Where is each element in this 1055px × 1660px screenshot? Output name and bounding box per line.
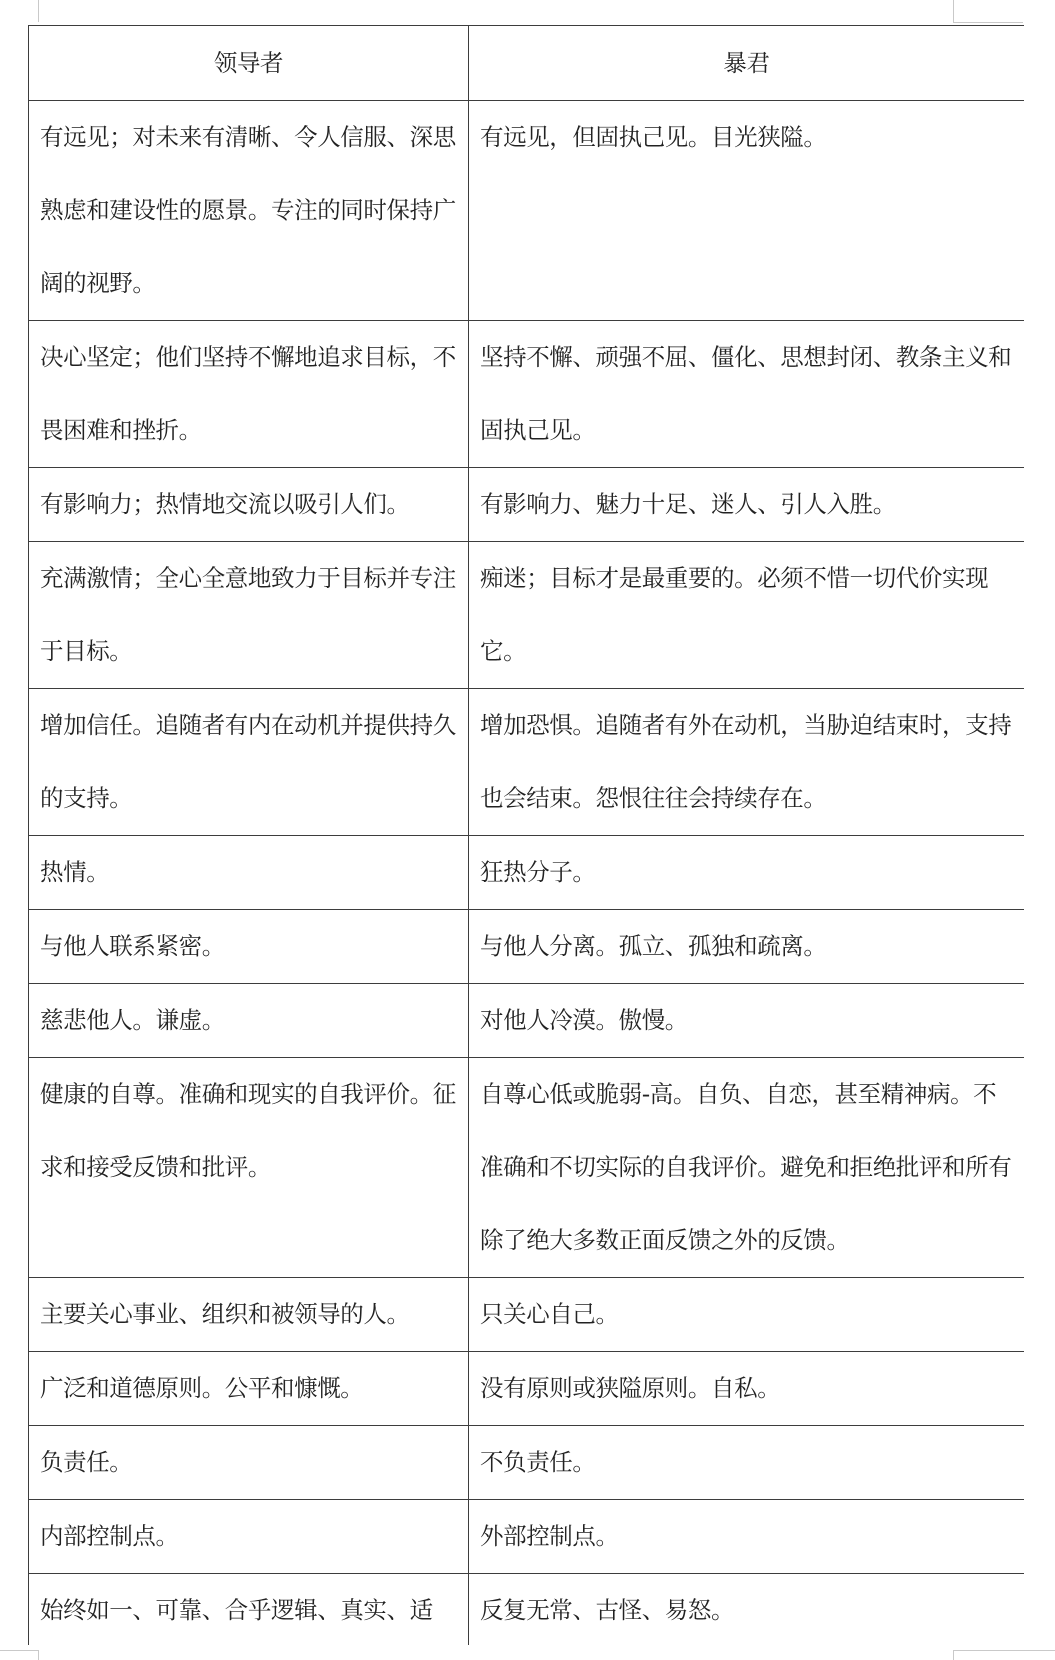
- leader-cell: 热情。: [29, 836, 469, 910]
- table-row: [29, 101, 1025, 321]
- leader-cell: 有影响力；热情地交流以吸引人们。: [29, 468, 469, 542]
- page-corner-mark-top-left-v: [38, 0, 39, 22]
- table-row: [29, 984, 1025, 1058]
- table-row: [29, 468, 1025, 542]
- table-row: [29, 321, 1025, 468]
- page-corner-mark-top-right-v: [953, 0, 954, 22]
- leader-cell: 负责任。: [29, 1426, 469, 1500]
- table-row: [29, 910, 1025, 984]
- leader-cell: 与他人联系紧密。: [29, 910, 469, 984]
- page-corner-mark-bottom-right-v: [953, 1650, 954, 1660]
- leader-cell: 始终如一、可靠、合乎逻辑、真实、适: [29, 1574, 469, 1646]
- tyrant-cell: 与他人分离。孤立、孤独和疏离。: [469, 910, 1025, 984]
- leader-cell: 主要关心事业、组织和被领导的人。: [29, 1278, 469, 1352]
- table-row: [29, 542, 1025, 689]
- tyrant-cell: 有远见，但固执己见。目光狭隘。: [469, 101, 1025, 321]
- leader-cell: 广泛和道德原则。公平和慷慨。: [29, 1352, 469, 1426]
- leader-cell: 健康的自尊。准确和现实的自我评价。征求和接受反馈和批评。: [29, 1058, 469, 1278]
- tyrant-cell: 增加恐惧。追随者有外在动机，当胁迫结束时，支持也会结束。怨恨往往会持续存在。: [469, 689, 1025, 836]
- tyrant-cell: 反复无常、古怪、易怒。: [469, 1574, 1025, 1646]
- table-row: [29, 689, 1025, 836]
- leader-cell: 充满激情；全心全意地致力于目标并专注于目标。: [29, 542, 469, 689]
- tyrant-cell: 对他人冷漠。傲慢。: [469, 984, 1025, 1058]
- page-corner-mark-top-right-h: [953, 22, 1023, 23]
- tyrant-cell: 狂热分子。: [469, 836, 1025, 910]
- leader-cell: 增加信任。追随者有内在动机并提供持久的支持。: [29, 689, 469, 836]
- table-header-row: [29, 26, 1025, 101]
- table-row: [29, 1278, 1025, 1352]
- table-row: [29, 1426, 1025, 1500]
- leader-cell: 内部控制点。: [29, 1500, 469, 1574]
- page-corner-mark-bottom-right-h: [953, 1650, 1055, 1651]
- leader-cell: 有远见；对未来有清晰、令人信服、深思熟虑和建设性的愿景。专注的同时保持广阔的视野。: [29, 101, 469, 321]
- tyrant-cell: 坚持不懈、顽强不屈、僵化、思想封闭、教条主义和固执己见。: [469, 321, 1025, 468]
- table-row: [29, 1500, 1025, 1574]
- tyrant-cell: 痴迷；目标才是最重要的。必须不惜一切代价实现它。: [469, 542, 1025, 689]
- leader-cell: 决心坚定；他们坚持不懈地追求目标，不畏困难和挫折。: [29, 321, 469, 468]
- tyrant-cell: 有影响力、魅力十足、迷人、引人入胜。: [469, 468, 1025, 542]
- tyrant-cell: 自尊心低或脆弱-高。自负、自恋，甚至精神病。不准确和不切实际的自我评价。避免和拒绝批评和所有除了绝大多数正面反馈之外的反馈。: [469, 1058, 1025, 1278]
- leader-cell: 慈悲他人。谦虚。: [29, 984, 469, 1058]
- tyrant-cell: 不负责任。: [469, 1426, 1025, 1500]
- tyrant-cell: 没有原则或狭隘原则。自私。: [469, 1352, 1025, 1426]
- tyrant-cell: 只关心自己。: [469, 1278, 1025, 1352]
- header-cell-leader: 领导者: [29, 26, 469, 101]
- table-row: [29, 1058, 1025, 1278]
- header-cell-tyrant: 暴君: [469, 26, 1025, 101]
- page-corner-mark-bottom-left-h: [0, 1650, 38, 1651]
- page-corner-mark-bottom-left-v: [38, 1650, 39, 1660]
- document-page: [28, 25, 1024, 1645]
- table-row: [29, 1352, 1025, 1426]
- table-row: [29, 836, 1025, 910]
- comparison-table: [28, 25, 1024, 1645]
- table-row: [29, 1574, 1025, 1646]
- tyrant-cell: 外部控制点。: [469, 1500, 1025, 1574]
